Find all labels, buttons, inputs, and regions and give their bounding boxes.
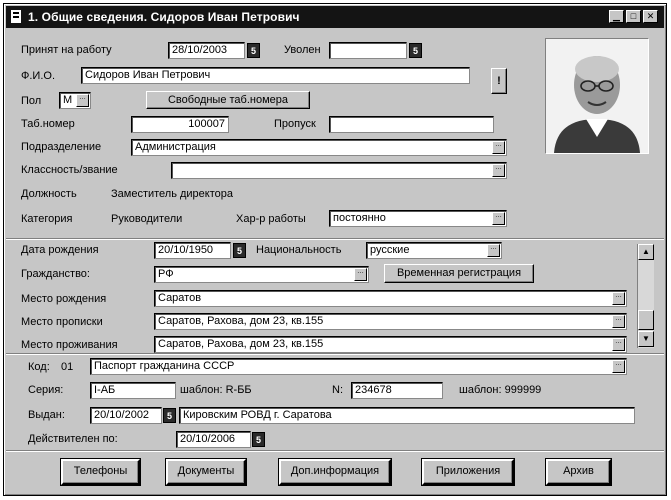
nationality-select[interactable]: русские … bbox=[366, 242, 502, 259]
position-value: Заместитель директора bbox=[111, 188, 233, 200]
gender-label: Пол bbox=[21, 95, 42, 107]
employee-photo bbox=[545, 38, 649, 154]
minimize-icon: ▁ bbox=[613, 11, 620, 21]
attachments-button[interactable]: Приложения bbox=[422, 459, 514, 485]
window-title: 1. Общие сведения. Сидоров Иван Петрович bbox=[28, 10, 300, 24]
fired-date-field[interactable] bbox=[329, 42, 407, 59]
scroll-down-icon[interactable]: ▼ bbox=[638, 331, 654, 347]
series-template: шаблон: R-ББ bbox=[180, 384, 252, 396]
residence-dropdown-icon[interactable]: … bbox=[612, 338, 625, 351]
worktype-dropdown-icon[interactable]: … bbox=[492, 212, 505, 225]
series-label: Серия: bbox=[28, 384, 64, 396]
maximize-button[interactable] bbox=[626, 10, 641, 23]
position-label: Должность bbox=[21, 188, 77, 200]
minimize-button[interactable] bbox=[609, 10, 624, 23]
phones-button[interactable]: Телефоны bbox=[61, 459, 140, 485]
class-select[interactable] bbox=[171, 162, 507, 179]
scroll-thumb[interactable] bbox=[638, 310, 654, 330]
pass-field[interactable] bbox=[329, 116, 494, 133]
registration-dropdown-icon[interactable]: … bbox=[612, 315, 625, 328]
tabnum-label: Таб.номер bbox=[21, 118, 75, 130]
category-value: Руководители bbox=[111, 213, 183, 225]
birthplace-label: Место рождения bbox=[21, 293, 107, 305]
issued-date-field[interactable]: 20/10/2002 bbox=[90, 407, 162, 424]
fired-label: Уволен bbox=[284, 44, 321, 56]
issued-by-field[interactable]: Кировским РОВД г. Саратова bbox=[179, 407, 635, 424]
worktype-label: Хар-р работы bbox=[236, 213, 306, 225]
category-label: Категория bbox=[21, 213, 73, 225]
birth-date-field[interactable]: 20/10/1950 bbox=[154, 242, 231, 259]
free-numbers-button[interactable]: Свободные таб.номера bbox=[146, 91, 310, 109]
section-divider-document bbox=[6, 353, 664, 355]
valid-date-field[interactable]: 20/10/2006 bbox=[176, 431, 251, 448]
series-field[interactable]: I-АБ bbox=[90, 382, 176, 399]
issued-calendar-icon[interactable]: 5 bbox=[163, 408, 176, 423]
tabnum-field[interactable]: 100007 bbox=[131, 116, 229, 133]
fired-calendar-icon[interactable]: 5 bbox=[409, 43, 422, 58]
extra-info-button[interactable]: Доп.информация bbox=[279, 459, 391, 485]
hired-label: Принят на работу bbox=[21, 44, 112, 56]
registration-label: Место прописки bbox=[21, 316, 103, 328]
portrait-image bbox=[546, 39, 648, 153]
nationality-dropdown-icon[interactable]: … bbox=[487, 244, 500, 257]
title-bar[interactable] bbox=[6, 6, 664, 28]
birthplace-dropdown-icon[interactable]: … bbox=[612, 292, 625, 305]
issued-label: Выдан: bbox=[28, 409, 65, 421]
worktype-select[interactable]: постоянно … bbox=[329, 210, 507, 227]
temp-registration-button[interactable]: Временная регистрация bbox=[384, 264, 534, 283]
dept-label: Подразделение bbox=[21, 141, 102, 153]
close-button[interactable] bbox=[643, 10, 658, 23]
class-dropdown-icon[interactable]: … bbox=[492, 164, 505, 177]
number-label: N: bbox=[332, 384, 343, 396]
section-divider-personal bbox=[6, 238, 664, 240]
close-icon: ✕ bbox=[646, 11, 655, 21]
hired-date-field[interactable]: 28/10/2003 bbox=[168, 42, 245, 59]
pass-label: Пропуск bbox=[274, 118, 316, 130]
hired-calendar-icon[interactable]: 5 bbox=[247, 43, 260, 58]
code-label: Код: bbox=[28, 361, 50, 373]
birth-label: Дата рождения bbox=[21, 244, 99, 256]
citizenship-select[interactable]: РФ … bbox=[154, 266, 369, 283]
fio-field[interactable]: Сидоров Иван Петрович bbox=[81, 67, 470, 84]
code-value: 01 bbox=[61, 361, 74, 373]
employee-card-window bbox=[3, 3, 667, 496]
doc-type-select[interactable]: Паспорт гражданина СССР … bbox=[90, 358, 627, 375]
number-template: шаблон: 999999 bbox=[459, 384, 542, 396]
number-field[interactable]: 234678 bbox=[351, 382, 443, 399]
doc-type-dropdown-icon[interactable]: … bbox=[612, 360, 625, 373]
residence-select[interactable]: Саратов, Рахова, дом 23, кв.155 … bbox=[154, 336, 627, 353]
scroll-up-icon[interactable]: ▲ bbox=[638, 244, 654, 260]
gender-dropdown-icon[interactable]: … bbox=[76, 94, 89, 107]
nationality-label: Национальность bbox=[256, 244, 342, 256]
app-icon bbox=[10, 9, 22, 24]
gender-select[interactable]: М … bbox=[59, 92, 91, 109]
maximize-icon: □ bbox=[630, 11, 637, 21]
residence-label: Место проживания bbox=[21, 339, 118, 351]
birthplace-select[interactable]: Саратов … bbox=[154, 290, 627, 307]
birth-calendar-icon[interactable]: 5 bbox=[233, 243, 246, 258]
archive-button[interactable]: Архив bbox=[546, 459, 611, 485]
valid-calendar-icon[interactable]: 5 bbox=[252, 432, 265, 447]
documents-button[interactable]: Документы bbox=[166, 459, 246, 485]
section-divider-buttons bbox=[6, 450, 664, 452]
fio-label: Ф.И.О. bbox=[21, 70, 55, 82]
citizenship-dropdown-icon[interactable]: … bbox=[354, 268, 367, 281]
registration-select[interactable]: Саратов, Рахова, дом 23, кв.155 … bbox=[154, 313, 627, 330]
class-label: Классность/звание bbox=[21, 164, 118, 176]
dept-dropdown-icon[interactable]: … bbox=[492, 141, 505, 154]
personal-scrollbar[interactable] bbox=[637, 244, 654, 348]
valid-label: Действителен по: bbox=[28, 433, 118, 445]
info-button[interactable]: ! bbox=[491, 68, 507, 94]
citizenship-label: Гражданство: bbox=[21, 268, 90, 280]
dept-select[interactable]: Администрация … bbox=[131, 139, 507, 156]
